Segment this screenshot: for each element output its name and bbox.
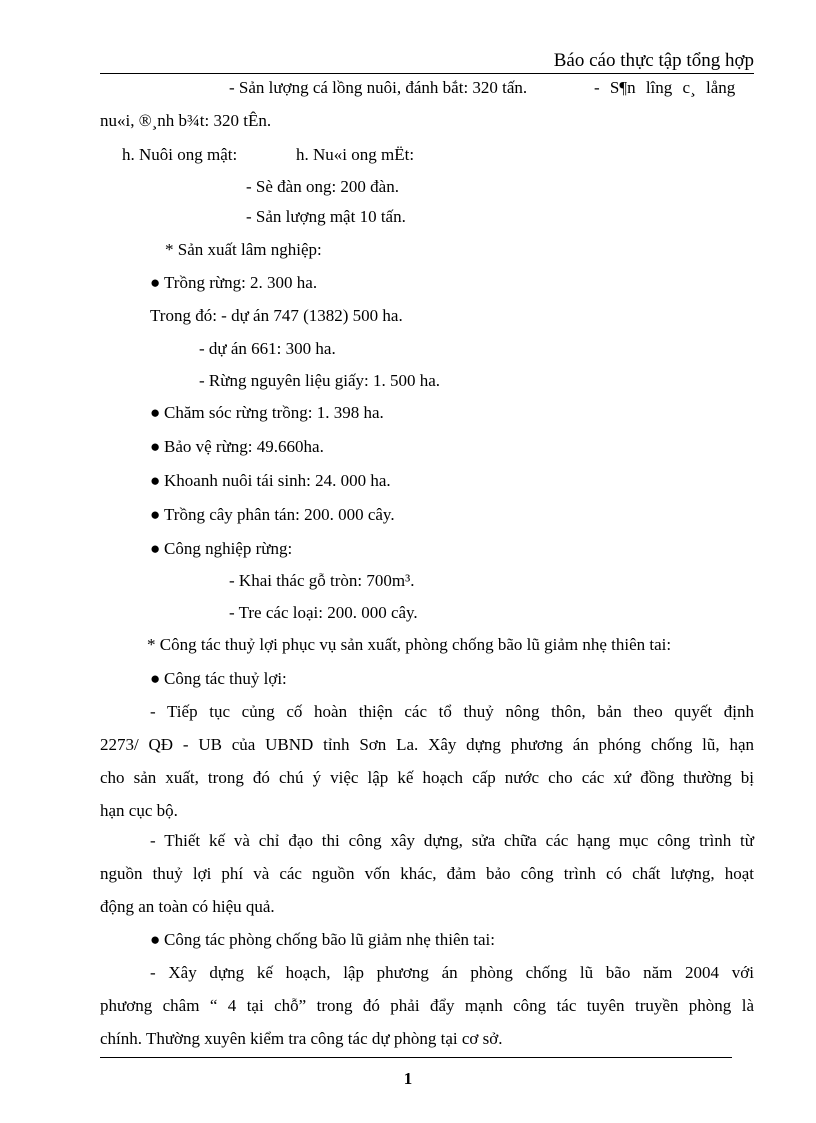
text-line: h. Nu«i ong mËt: bbox=[296, 145, 415, 164]
text-line: - dự án 661: 300 ha. bbox=[199, 339, 336, 358]
paragraph-line: - Xây dựng kế hoạch, lập phương án phòng chống lũ bão năm 2004 với bbox=[150, 963, 754, 982]
paragraph-line: - Tiếp tục củng cố hoàn thiện các tổ thuỷ nông thôn, bản theo quyết định bbox=[150, 702, 754, 721]
paragraph-line: động an toàn có hiệu quả. bbox=[100, 897, 275, 916]
paragraph-line: nguồn thuỷ lợi phí và các nguồn vốn khác, đảm bảo công trình có chất lượng, hoạt bbox=[100, 864, 754, 883]
text-line: - Sản lượng cá lồng nuôi, đánh bắt: 320 tấn. bbox=[229, 78, 528, 97]
section-heading: * Công tác thuỷ lợi phục vụ sản xuất, phòng chống bão lũ giảm nhẹ thiên tai: bbox=[147, 635, 672, 654]
bullet-icon: ● bbox=[150, 930, 161, 949]
text-line: - Khai thác gỗ tròn: 700m³. bbox=[229, 571, 415, 590]
paragraph-line: - Thiết kế và chỉ đạo thi công xây dựng, sửa chữa các hạng mục công trình từ bbox=[150, 831, 754, 850]
text-line: Trong đó: - dự án 747 (1382) 500 ha. bbox=[150, 306, 403, 325]
list-item: ● Trồng cây phân tán: 200. 000 cây. bbox=[150, 505, 395, 524]
text-line: - Rừng nguyên liệu giấy: 1. 500 ha. bbox=[199, 371, 441, 390]
text-line: - S¶n lîng c¸ lång bbox=[594, 78, 736, 97]
bullet-icon: ● bbox=[150, 505, 161, 524]
list-item: ● Công tác phòng chống bão lũ giảm nhẹ thiên tai: bbox=[150, 930, 495, 949]
bullet-icon: ● bbox=[150, 273, 161, 292]
text-line: nu«i, ®¸nh b¾t: 320 tÊn. bbox=[100, 111, 272, 130]
paragraph-line: phương châm “ 4 tại chỗ” trong đó phải đẩy mạnh công tác tuyên truyền phòng là bbox=[100, 996, 754, 1015]
bullet-icon: ● bbox=[150, 539, 161, 558]
footer-rule bbox=[100, 1057, 732, 1058]
text-line: - Tre các loại: 200. 000 cây. bbox=[229, 603, 418, 622]
bullet-icon: ● bbox=[150, 437, 161, 456]
bullet-icon: ● bbox=[150, 669, 161, 688]
text-line: - Sè đàn ong: 200 đàn. bbox=[246, 177, 399, 196]
header-rule bbox=[100, 73, 754, 74]
paragraph-line: cho sản xuất, trong đó chú ý việc lập kế hoạch cấp nước cho các xứ đồng thường bị bbox=[100, 768, 754, 787]
page-number: 1 bbox=[403, 1069, 413, 1088]
paragraph-line: hạn cục bộ. bbox=[100, 801, 178, 820]
list-item: ● Bảo vệ rừng: 49.660ha. bbox=[150, 437, 324, 456]
text-line: - Sản lượng mật 10 tấn. bbox=[246, 207, 406, 226]
list-item: ● Công nghiệp rừng: bbox=[150, 539, 293, 558]
text-line: h. Nuôi ong mật: bbox=[122, 145, 238, 164]
list-item: ● Chăm sóc rừng trồng: 1. 398 ha. bbox=[150, 403, 384, 422]
bullet-icon: ● bbox=[150, 403, 161, 422]
list-item: ● Khoanh nuôi tái sinh: 24. 000 ha. bbox=[150, 471, 391, 490]
list-item: ● Công tác thuỷ lợi: bbox=[150, 669, 287, 688]
paragraph-line: chính. Thường xuyên kiểm tra công tác dự phòng tại cơ sở. bbox=[100, 1029, 503, 1048]
paragraph-line: 2273/ QĐ - UB của UBND tỉnh Sơn La. Xây dựng phương án phóng chống lũ, hạn bbox=[100, 735, 754, 754]
running-header: Báo cáo thực tập tổng hợp bbox=[553, 50, 754, 71]
bullet-icon: ● bbox=[150, 471, 161, 490]
list-item: ● Trồng rừng: 2. 300 ha. bbox=[150, 273, 318, 292]
section-heading: * Sản xuất lâm nghiệp: bbox=[165, 240, 322, 259]
